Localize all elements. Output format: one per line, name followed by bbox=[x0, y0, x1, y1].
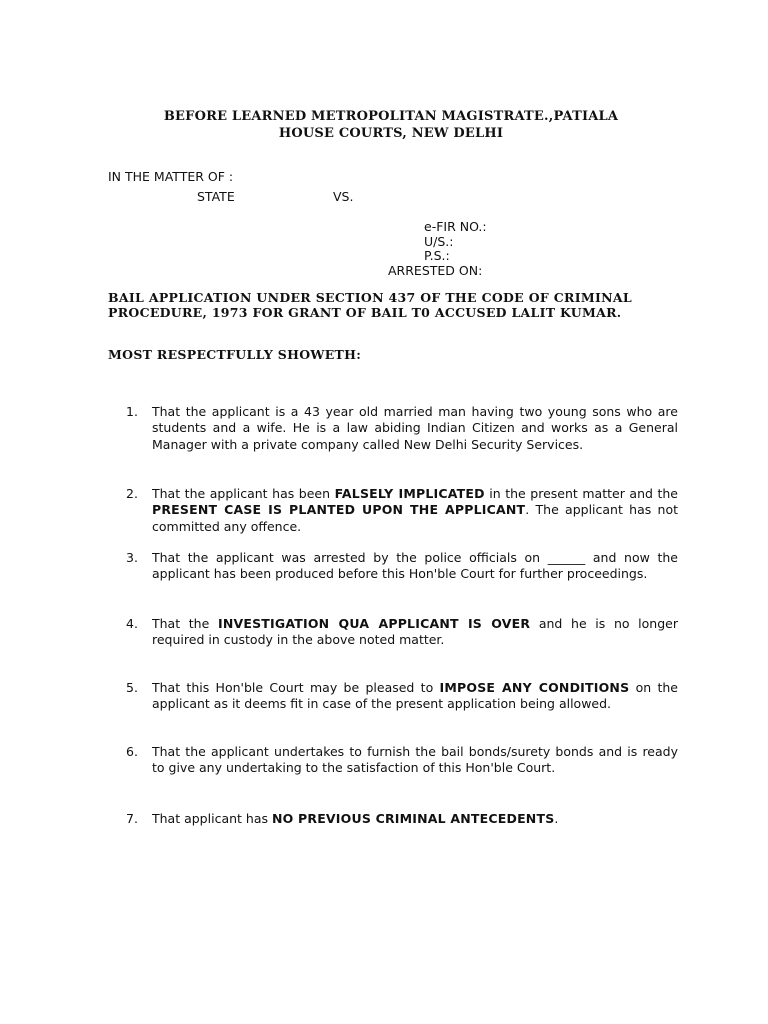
state-party: STATE bbox=[197, 189, 235, 204]
paragraph-text bbox=[152, 811, 678, 827]
paragraph-run: That the applicant undertakes to furnish the bail bonds/surety bonds and is ready to give any undertaking to the satisfaction of this Hon'ble Court. bbox=[152, 744, 678, 776]
paragraph-text bbox=[152, 486, 678, 535]
under-section-label: U/S.: bbox=[424, 233, 454, 249]
emphasized-text: IMPOSE ANY CONDITIONS bbox=[439, 680, 630, 695]
paragraph-text bbox=[152, 404, 678, 453]
paragraph-run: That the bbox=[152, 616, 218, 631]
paragraph-run: That the applicant was arrested by the police officials on ______ and now the applicant has been produced before this Hon'ble Court for further proceedings. bbox=[152, 550, 678, 582]
paragraph-run: on the applicant as it deems fit in case of the present application being allowed. bbox=[152, 680, 678, 712]
paragraph-7 bbox=[126, 811, 678, 827]
paragraph-3 bbox=[126, 550, 678, 583]
emphasized-text: PRESENT CASE IS PLANTED UPON THE APPLICANT bbox=[152, 502, 526, 518]
paragraph-text bbox=[152, 616, 678, 649]
paragraph-4 bbox=[126, 616, 678, 649]
emphasized-text: FALSELY IMPLICATED bbox=[334, 486, 485, 501]
paragraph-run: . The applicant has not committed any offence. bbox=[152, 502, 678, 534]
paragraph-number: 1. bbox=[126, 404, 138, 419]
most-respectfully-showeth: MOST RESPECTFULLY SHOWETH: bbox=[108, 347, 362, 362]
paragraph-number: 3. bbox=[126, 550, 138, 565]
emphasized-text: INVESTIGATION QUA APPLICANT IS OVER bbox=[217, 616, 531, 631]
paragraph-1 bbox=[126, 404, 678, 453]
paragraph-run: That the applicant has been bbox=[152, 486, 335, 501]
emphasized-text: NO PREVIOUS CRIMINAL ANTECEDENTS bbox=[271, 811, 555, 826]
in-the-matter-of-label: IN THE MATTER OF : bbox=[108, 169, 234, 184]
paragraph-number: 2. bbox=[126, 486, 138, 501]
paragraph-5 bbox=[126, 680, 678, 713]
paragraph-number: 6. bbox=[126, 744, 138, 759]
paragraph-run: That applicant has bbox=[152, 811, 272, 826]
paragraph-run: and he is no longer required in custody in the above noted matter. bbox=[152, 616, 678, 648]
paragraph-run: in the present matter and the bbox=[484, 486, 678, 501]
police-station-label: P.S.: bbox=[424, 248, 450, 263]
paragraph-number: 5. bbox=[126, 680, 138, 695]
paragraph-run: That the applicant is a 43 year old married man having two young sons who are students and a wife. He is a law abiding Indian Citizen and works as a General Manager with a private company called New Delhi Security Services. bbox=[152, 404, 678, 452]
bail-application-title: BAIL APPLICATION UNDER SECTION 437 OF THE CODE OF CRIMINAL PROCEDURE, 1973 FOR GRANT OF BAIL T0 ACCUSED LALIT KUMAR. bbox=[108, 290, 632, 320]
paragraph-run: That this Hon'ble Court may be pleased to bbox=[152, 680, 440, 695]
court-heading-line-2: HOUSE COURTS, NEW DELHI bbox=[278, 126, 504, 141]
paragraph-text bbox=[152, 744, 678, 777]
paragraph-text bbox=[152, 680, 678, 713]
paragraph-2 bbox=[126, 486, 678, 535]
efir-number-label: e-FIR NO.: bbox=[424, 219, 487, 234]
versus-label: VS. bbox=[333, 189, 354, 204]
paragraph-number: 4. bbox=[126, 616, 138, 631]
fir-details bbox=[388, 220, 487, 278]
arrested-on-label: ARRESTED ON: bbox=[388, 262, 483, 278]
court-heading bbox=[100, 108, 682, 142]
court-heading-line-1: BEFORE LEARNED METROPOLITAN MAGISTRATE.,PATIALA bbox=[163, 109, 619, 124]
paragraph-run: . bbox=[554, 811, 559, 826]
paragraph-text bbox=[152, 550, 678, 583]
paragraph-number: 7. bbox=[126, 811, 138, 826]
paragraph-6 bbox=[126, 744, 678, 777]
